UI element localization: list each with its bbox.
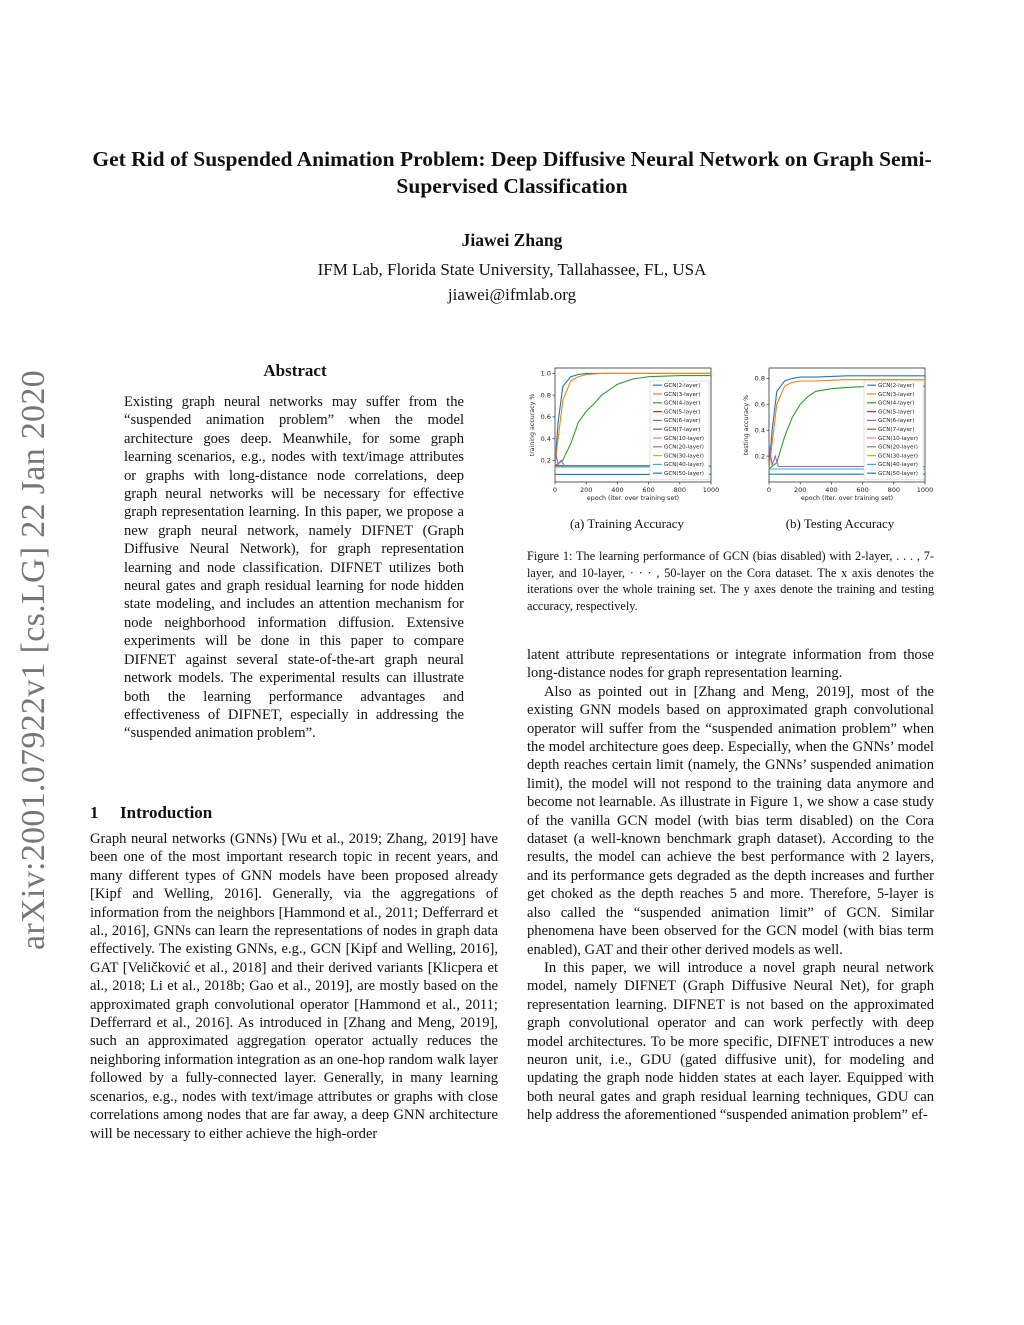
x-tick-label: 0 [552,486,558,494]
legend-label: GCN(3-layer) [664,391,701,398]
section-number: 1 [90,803,99,822]
y-tick-label: 0.2 [540,456,551,465]
x-tick-label: 800 [673,486,687,494]
legend-label: GCN(5-layer) [878,409,915,416]
x-tick-label: 800 [887,486,901,494]
introduction-body [90,830,498,1143]
legend-label: GCN(30-layer) [664,453,704,460]
legend-label: GCN(3-layer) [878,391,915,398]
author-email[interactable]: jiawei@ifmlab.org [447,285,577,304]
right-column-body [527,646,934,1125]
x-tick-label: 400 [825,486,838,494]
x-tick-label: 200 [579,486,593,494]
x-tick-label: 600 [856,486,869,494]
x-tick-label: 1000 [702,486,720,494]
legend-label: GCN(6-layer) [664,418,701,425]
y-tick-label: 0.8 [540,391,551,400]
section-title: Introduction [120,803,213,822]
x-tick-label: 0 [766,486,772,494]
figure-caption: Figure 1: The learning performance of GCN (bias disabled) with 2-layer, . . . , 7-layer, and 10-layer, · · · , 50-layer on the Cora dataset. The x axis denotes the iterations over the whole training set. The y axes denote the training and testing accuracy, respectively. [527,549,934,613]
legend-label: GCN(40-layer) [664,462,704,469]
x-axis-label: epoch (iter. over training set) [586,495,680,502]
legend-label: GCN(6-layer) [878,418,915,425]
training-accuracy-chart [527,362,727,512]
y-tick-label: 0.6 [754,400,765,409]
right-paragraph-3: In this paper, we will introduce a novel graph neural network model, namely DIFNET (Graph Diffusive Neural Net), for graph representation learning. DIFNET is not based on the approximated graph convolutional operator and can work perfectly with deep model architectures. To be more specific, DIFNET introduces a new neuron unit, i.e., GDU (gated diffusive unit), for modeling and updating the graph node hidden states at each layer. Equipped with both neural gates and graph residual learning techniques, GDU can help address the aforementioned “suspended animation problem” ef- [527,959,934,1124]
chart-svg-2 [741,362,941,512]
introduction-paragraph: Graph neural networks (GNNs) [Wu et al., 2019; Zhang, 2019] have been one of the most important research topic in recent years, and many different types of GNN models have been proposed already [Kipf and Welling, 2016]. Generally, via the aggregations of information from the neighbors [Hammond et al., 2011; Defferrard et al., 2016], GNNs can learn the representations of nodes in graph data effectively. The existing GNNs, e.g., GCN [Kipf and Welling, 2016], GAT [Veličković et al., 2018] and their derived variants [Klicpera et al., 2018; Li et al., 2018b; Gao et al., 2019], are mostly based on the approximated graph convolutional operator [Hammond et al., 2011; Defferrard et al., 2016]. As introduced in [Zhang and Meng, 2019], such an approximated aggregation operator actually reduces the neighboring information integration as an one-hop random walk layer followed by a fully-connected layer. Generally, in many learning scenarios, e.g., nodes with text/image attributes or graphs with close correlations among nodes that are far away, a deep GNN architecture will be necessary to either achieve the high-order [90,831,498,1142]
x-tick-label: 1000 [916,486,934,494]
testing-accuracy-chart [741,362,941,512]
y-axis-label: testing accuracy % [743,394,750,456]
right-paragraph-1: latent attribute representations or integrate information from those long-distance nodes for graph representation learning. [527,647,934,682]
legend-label: GCN(4-layer) [878,400,915,407]
legend-label: GCN(20-layer) [664,444,704,451]
chart-svg-1 [527,362,727,512]
y-tick-label: 0.2 [754,452,765,461]
subcaption-testing: (b) Testing Accuracy [785,516,895,531]
affiliation: IFM Lab, Florida State University, Tallahassee, FL, USA [317,260,707,279]
x-tick-label: 600 [642,486,655,494]
y-tick-label: 0.6 [540,413,551,422]
legend-label: GCN(7-layer) [878,427,915,433]
legend-label: GCN(5-layer) [664,409,701,416]
legend-label: GCN(20-layer) [878,444,918,451]
abstract-heading: Abstract [263,361,327,380]
paper-title: Get Rid of Suspended Animation Problem: Deep Diffusive Neural Network on Graph Semi-Supervised Classification [92,147,932,198]
legend-label: GCN(7-layer) [664,427,701,433]
y-tick-label: 1.0 [540,369,551,378]
x-tick-label: 400 [611,486,624,494]
legend-label: GCN(50-layer) [664,471,704,477]
legend-label: GCN(50-layer) [878,471,918,477]
abstract-text: Existing graph neural networks may suffer from the “suspended animation problem” when the model architecture goes deep. Meanwhile, for some graph learning scenarios, e.g., nodes with text/image attributes or graphs with long-distance node correlations, deep graph neural networks will be necessary for effective graph representation learning. In this paper, we propose a new graph neural network, namely DIFNET (Graph Diffusive Neural Network), for graph representation learning and node classification. DIFNET utilizes both neural gates and graph residual learning for node hidden state modeling, and includes an attention mechanism for node neighborhood information diffusion. Extensive experiments will be done in this paper to compare DIFNET against several state-of-the-art graph neural network models. The experimental results can illustrate both the learning performance advantages and effectiveness of DIFNET, especially in addressing the “suspended animation problem”. [124,394,464,742]
y-axis-label: training accuracy % [529,393,536,457]
subcaption-training: (a) Training Accuracy [569,516,685,531]
right-paragraph-2: Also as pointed out in [Zhang and Meng, 2019], most of the existing GNN models based on approximated graph convolutional operator will suffer from the “suspended animation problem” when the model architecture goes deep. Especially, when the GNNs’ model depth reaches certain limit (namely, the GNNs’ suspended animation limit), the model will not respond to the training data anymore and become not learnable. As illustrate in Figure 1, we show a case study of the vanilla GCN model (with bias term disabled) on the Cora dataset (a well-known benchmark graph dataset). According to the results, the model can achieve the best performance with 2 layers, and its performance gets degraded as the depth increases and further get choked as the depth reaches 5 and more. Therefore, 5-layer is also called the “suspended animation limit” of GCN. Similar phenomena have been observed for the GCN model (with bias term enabled), GAT and their other derived models as well. [527,683,934,958]
x-tick-label: 200 [793,486,807,494]
abstract-body [124,393,464,743]
y-tick-label: 0.4 [754,426,765,435]
legend-label: GCN(10-layer) [878,435,918,442]
legend-label: GCN(2-layer) [664,383,701,389]
legend-label: GCN(2-layer) [878,383,915,389]
author-name: Jiawei Zhang [461,230,563,250]
legend-label: GCN(40-layer) [878,462,918,469]
x-axis-label: epoch (iter. over training set) [800,495,894,502]
legend-label: GCN(30-layer) [878,453,918,460]
section-heading-introduction [90,803,212,823]
y-tick-label: 0.4 [540,434,551,443]
y-tick-label: 0.8 [754,374,765,383]
arxiv-stamp[interactable]: arXiv:2001.07922v1 [cs.LG] 22 Jan 2020 [15,370,52,950]
legend-label: GCN(10-layer) [664,435,704,442]
legend-label: GCN(4-layer) [664,400,701,407]
